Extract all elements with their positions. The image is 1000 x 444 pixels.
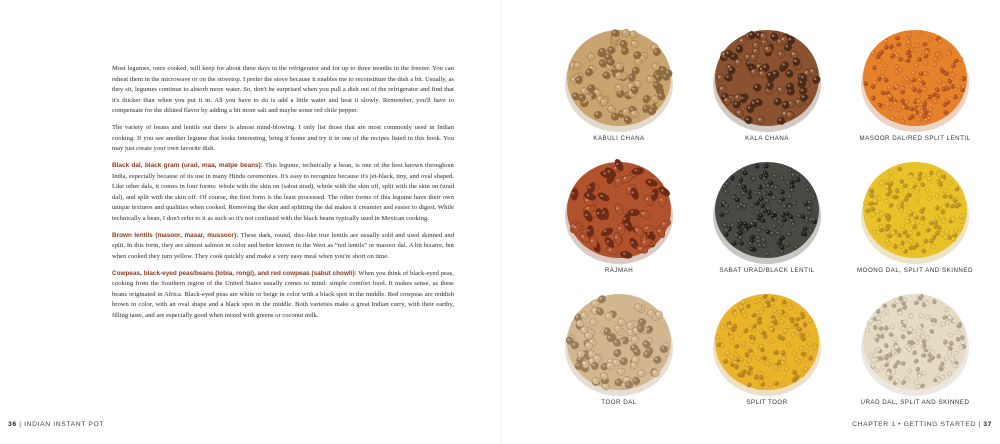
legume-pile-image	[707, 286, 827, 396]
legume-caption: SPLIT TOOR	[746, 399, 788, 406]
legume-tile	[841, 150, 989, 280]
section-label: GETTING STARTED	[903, 421, 976, 428]
legume-tile	[693, 150, 841, 280]
heading-brown-lentils: Brown lentils (masoor, masar, mussoor):	[112, 231, 239, 239]
legume-pile-image	[855, 286, 975, 396]
chapter-label: CHAPTER 1	[852, 421, 896, 428]
legume-caption: MOONG DAL, SPLIT AND SKINNED	[856, 267, 973, 274]
legume-pile-image	[855, 154, 975, 264]
legume-tile	[693, 282, 841, 412]
legume-pile-image	[559, 22, 679, 132]
legume-tile	[841, 282, 989, 412]
legume-tile	[545, 18, 693, 148]
heading-cowpeas: Cowpeas, black-eyed peas/beans (lobia, rongi), and red cowpeas (sabut chowli):	[112, 269, 357, 277]
legume-pile-image	[707, 22, 827, 132]
spread-gutter	[500, 0, 501, 444]
legume-pile-image	[559, 154, 679, 264]
legume-caption: KALA CHANA	[745, 135, 789, 142]
legume-caption: MASOOR DAL/RED SPLIT LENTIL	[859, 135, 971, 142]
paragraph-cowpeas: Cowpeas, black-eyed peas/beans (lobia, rongi), and red cowpeas (sabut chowli): When you think of black-eyed peas, cooking from the Southern region of the United States usually comes to mind: simple comfort food. It makes sense, as these beans originated in Africa. Black-eyed peas are white or beige in color with a black spot in the middle. Red cowpeas are reddish brown in color, with an oval shape and a black spot in the middle. Both varieties make a great Indian curry, with their earthy, filling taste, and are especially good when mixed with greens or coconut milk.	[112, 269, 454, 319]
legume-pile-image	[855, 22, 975, 132]
legume-tile	[545, 282, 693, 412]
legume-pile-image	[707, 154, 827, 264]
legume-tile	[841, 18, 989, 148]
legume-caption: URAD DAL, SPLIT AND SKINNED	[860, 399, 970, 406]
legume-tile	[545, 150, 693, 280]
heading-black-dal: Black dal, black gram (urad, maa, matpe beans):	[112, 162, 263, 169]
folio-right: CHAPTER 1 • GETTING STARTED | 37	[852, 421, 992, 428]
legume-caption: TOOR DAL	[601, 399, 637, 406]
paragraph-variety: The variety of beans and lentils out there is almost mind-blowing. I only list those that are most commonly used in Indian cooking. If you see another legume that looks interesting, bring it home and try it in one of the recipes listed in this book. You may just create your own favorite dish.	[112, 124, 454, 152]
folio-left: 36 | INDIAN INSTANT POT	[8, 421, 105, 428]
page-number-left: 36	[8, 421, 17, 428]
paragraph-brown-lentils: Brown lentils (masoor, masar, mussoor): These dark, round, disc-like true lentils are usually sold and used skinned and split. In this form, they are almost salmon in color and better known in the West as “red lentils” or masoor dal. A bit bizarre, but when cooked they turn yellow. They cook quickly and make a very easy meal when you're short on time.	[112, 231, 454, 260]
legume-caption: RAJMAH	[604, 267, 634, 274]
legume-photo-grid	[545, 18, 990, 414]
paragraph-black-dal: Black dal, black gram (urad, maa, matpe beans): This legume, technically a bean, is one of the best known throughout India, especially because of its use in many Hindu ceremonies. It's easy to recognize because it's jet-black, tiny, and oval shaped. Like other dals, it comes in four forms: whole with the skin on (sabut urad), whole with the skin off, split with the skin on (urad dal), and split with the skin off. Of course, the first form is the least processed. The other forms of this legume have their own unique textures and qualities when cooked. Removing the skin and splitting the dal makes it creamier and easier to digest. While technically a bean, I don't refer to it as such so it's not confused with the black beans typically used in Mexican cooking.	[112, 162, 454, 222]
paragraph-storage: Most legumes, once cooked, will keep for about three days in the refrigerator and for up to three months in the freezer. You can reheat them in the microwave or on the stovetop. I prefer the stove because it enables me to reconstitute the dish a bit. Usually, as they sit, legumes continue to absorb more water. So, don't be surprised when you pull a dish out of the refrigerator and find that it's thicker than when you put it in. All you have to do is add a little water and heat it slowly. Remember, you'll have to compensate for the diluted flavor by adding a bit more salt and maybe some red chile pepper.	[112, 65, 454, 114]
legume-pile-image	[559, 286, 679, 396]
book-title: INDIAN INSTANT POT	[24, 421, 105, 428]
legume-caption: SABAT URAD/BLACK LENTIL	[719, 267, 815, 274]
page-number-right: 37	[983, 421, 992, 428]
body-text	[112, 64, 454, 328]
legume-tile	[693, 18, 841, 148]
legume-caption: KABULI CHANA	[593, 135, 645, 142]
